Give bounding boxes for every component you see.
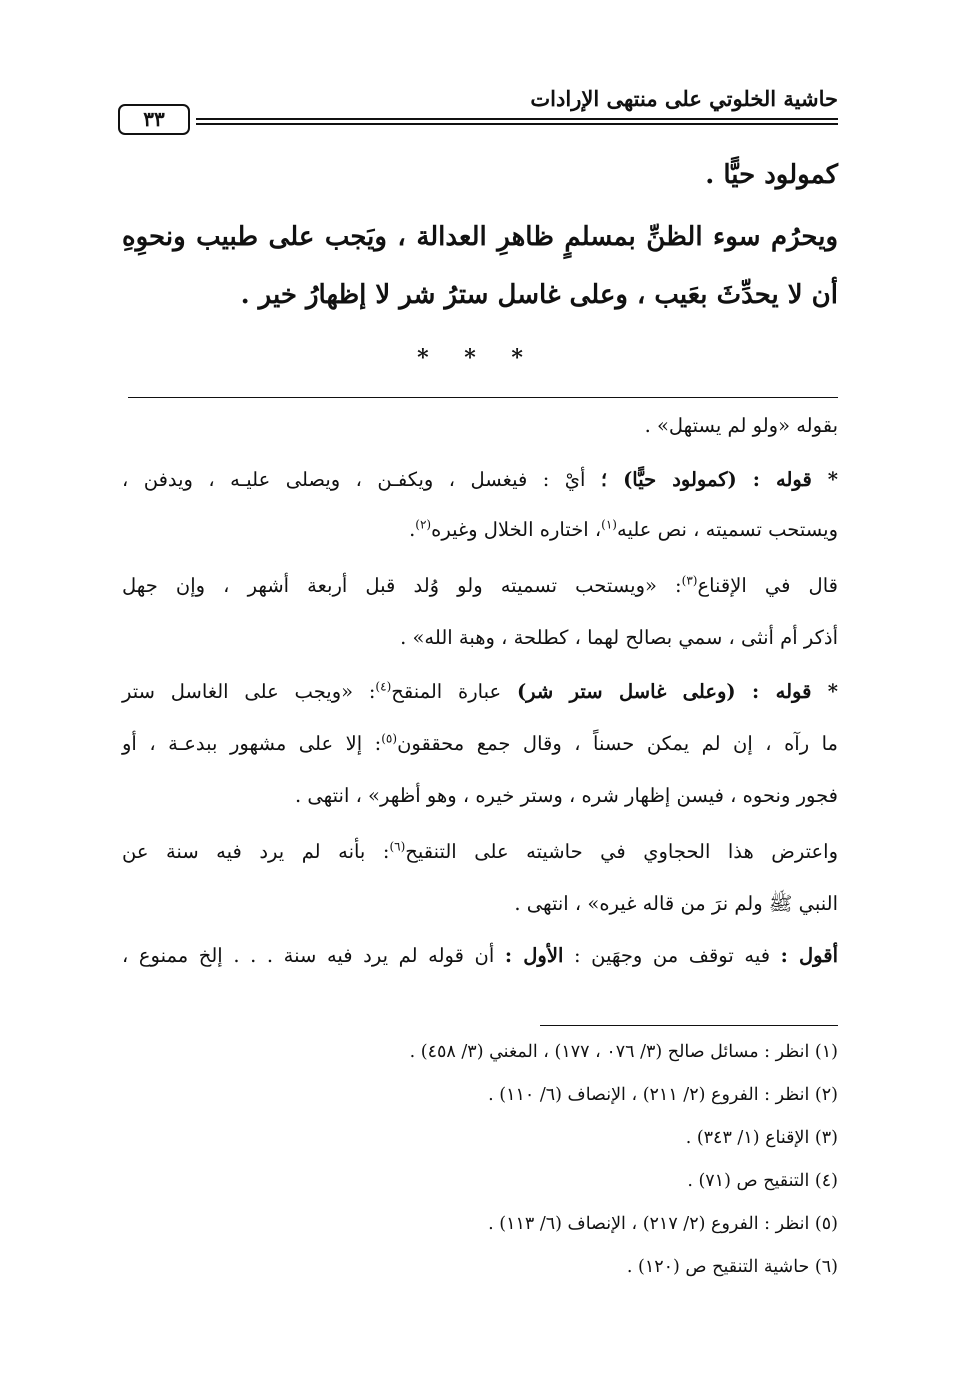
commentary-line: * قوله : (وعلى غاسل ستر شر) عبارة المنقح$^{(٤)}$: «ويجب على الغاسل ستر: [122, 679, 839, 703]
header-double-rule: [196, 118, 838, 125]
footnote-ref[interactable]: (٢): [415, 517, 432, 532]
page-number-box: ٣٣: [118, 104, 190, 135]
commentary-line: فجور ونحوه ، فيسن إظهار شره ، وستر خيره ، وهو أظهر» ، انتهى .: [295, 784, 838, 807]
footnote-ref[interactable]: (٦): [389, 839, 406, 854]
lemma-heading: أقول :: [780, 944, 838, 967]
footnote-ref[interactable]: (٥): [381, 731, 398, 746]
commentary-line: قال في الإقناع$^{(٣)}$: «ويستحب تسميته ولو وُلد قبل أربعة أشهر ، وإن جهل: [122, 573, 838, 597]
footnote-ref[interactable]: (٤): [375, 679, 392, 694]
matn-line: أن لا يحدِّثَ بعَيب ، وعلى غاسل سترُ شر لا إظهارُ خير .: [240, 280, 838, 310]
footnote-item: (٦) حاشية التنقيح ص (١٢٠) .: [626, 1257, 838, 1277]
footnote-item: (٢) انظر : الفروع (٢/ ٢١١) ، الإنصاف (٦/ ١١٠) .: [488, 1085, 838, 1105]
commentary-line: * قوله : (كمولود حيًّا) ؛ أيْ : فيغسل ، ويكفـن ، ويصلى عليـه ، ويدفن ،: [122, 468, 838, 491]
commentary-line: واعترض هذا الحجاوي في حاشيته على التنقيح$^{(٦)}$: بأنه لم يرد فيه سنة عن: [122, 839, 838, 863]
matn-line: ويحرُم سوء الظنِّ بمسلمٍ ظاهرِ العدالة ، ويَجب على طبيب ونحوِهِ: [122, 222, 838, 252]
section-separator-stars: * * *: [417, 345, 537, 371]
footnote-item: (١) انظر : مسائل صالح (٣/ ٠٧٦ ، ١٧٧) ، المغني (٣/ ٤٥٨) .: [409, 1042, 838, 1062]
running-header-title: حاشية الخلوتي على منتهى الإرادات: [530, 86, 838, 111]
commentary-line: أذكر أم أنثى ، سمي بصالح لهما ، كطلحة ، وهبة الله» .: [400, 626, 838, 649]
commentary-line: أقول : فيه توقف من وجهَين : الأول : أن قوله لم يرد فيه سنة . . . إلخ ممنوع ،: [122, 944, 838, 967]
commentary-line: النبي ﷺ ولم نرَ من قاله غيره» ، انتهى .: [514, 892, 838, 915]
commentary-line: ويستحب تسميته ، نص عليه$^{(١)}$، اختاره الخلال وغيره$^{(٢)}$.: [409, 517, 838, 541]
footnote-item: (٤) التنقيح ص (٧١) .: [687, 1171, 838, 1191]
commentary-line: ما رآه ، إن لم يمكن حسناً ، وقال جمع محققون$^{(٥)}$: إلا على مشهور ببدعـة ، أو: [122, 731, 838, 755]
footnote-item: (٣) الإقناع (١/ ٣٤٣) .: [685, 1128, 838, 1148]
footnote-divider: [540, 1025, 838, 1026]
footnote-ref[interactable]: (١): [601, 517, 617, 532]
matn-line: كمولود حيًّا .: [705, 160, 838, 190]
commentary-line: بقوله «ولو لم يستهل» .: [644, 414, 838, 437]
lemma-heading: * قوله : (كمولود حيًّا) ؛: [600, 468, 838, 491]
footnote-ref[interactable]: (٣): [681, 573, 698, 588]
matn-commentary-divider: [128, 397, 838, 398]
lemma-heading: * قوله : (وعلى غاسل ستر شر): [516, 680, 839, 703]
footnote-item: (٥) انظر : الفروع (٢/ ٢١٧) ، الإنصاف (٦/ ١١٣) .: [488, 1214, 838, 1234]
